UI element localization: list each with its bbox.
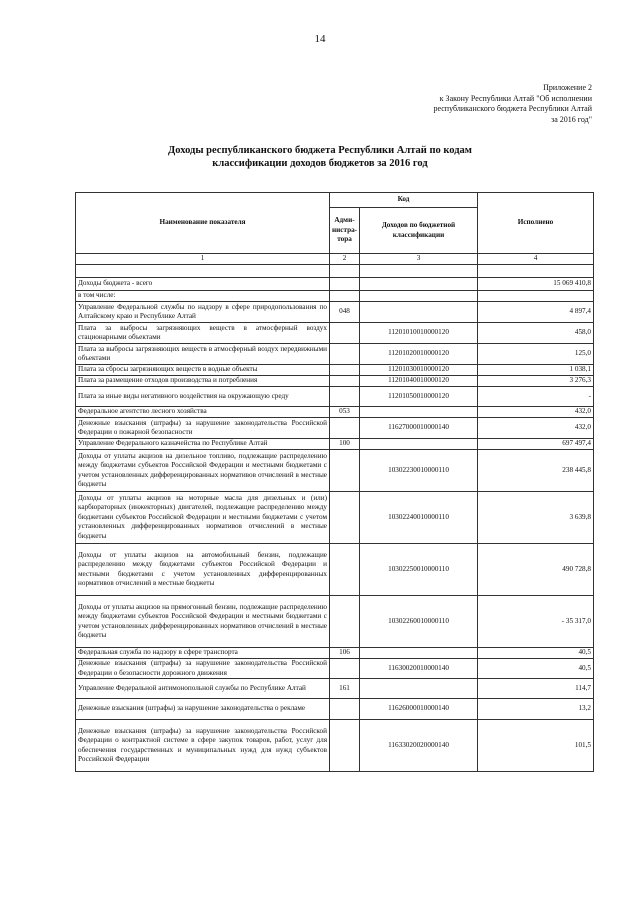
row-value: 432,0: [478, 407, 594, 418]
column-number: 4: [478, 254, 594, 265]
row-name: Федеральное агентство лесного хозяйства: [76, 407, 330, 418]
row-budget-code: 11201030010000120: [360, 365, 478, 376]
row-admin-code: [330, 596, 360, 648]
row-budget-code: 10302230010000110: [360, 450, 478, 492]
row-admin-code: [330, 365, 360, 376]
row-value: - 35 317,0: [478, 596, 594, 648]
row-budget-code: 11201010010000120: [360, 323, 478, 344]
row-name: Денежные взыскания (штрафы) за нарушение законодательства Российской Федерации о контрактной системе в сфере закупок товаров, работ, услуг для обеспечения государственных и муниципальных нужд для нужд субъектов Российской Федерации: [76, 720, 330, 772]
header-name: Наименование показателя: [76, 193, 330, 254]
row-admin-code: 161: [330, 679, 360, 699]
row-admin-code: [330, 492, 360, 544]
row-admin-code: 048: [330, 302, 360, 323]
row-value: 15 069 410,8: [478, 278, 594, 291]
row-admin-code: [330, 659, 360, 679]
row-name: в том числе:: [76, 291, 330, 302]
row-budget-code: 11201020010000120: [360, 344, 478, 365]
row-admin-code: [330, 323, 360, 344]
table-row: [76, 648, 594, 659]
row-budget-code: 11630020010000140: [360, 659, 478, 679]
table-row: [76, 659, 594, 679]
row-name: Управление Федеральной службы по надзору в сфере природопользования по Алтайскому краю и Республике Алтай: [76, 302, 330, 323]
row-name: Управление Федерального казначейства по Республике Алтай: [76, 439, 330, 450]
row-name: Денежные взыскания (штрафы) за нарушение законодательства Российской Федерации о безопасности дорожного движения: [76, 659, 330, 679]
empty-row: [76, 265, 594, 278]
row-admin-code: [330, 418, 360, 439]
row-budget-code: [360, 648, 478, 659]
row-name: Денежные взыскания (штрафы) за нарушение законодательства о рекламе: [76, 699, 330, 720]
row-admin-code: 100: [330, 439, 360, 450]
row-name: Доходы от уплаты акцизов на прямогонный бензин, подлежащие распределению между бюджетами субъектов Российской Федерации и местными бюджетами с учетом установленных дифференцированных нормативов отчислений в местные бюджеты: [76, 596, 330, 648]
row-admin-code: [330, 278, 360, 291]
table-row: [76, 365, 594, 376]
row-value: 3 639,8: [478, 492, 594, 544]
appendix-line: за 2016 год": [551, 114, 592, 124]
row-value: -: [478, 387, 594, 407]
table-row: [76, 492, 594, 544]
header-code: Код: [330, 193, 478, 208]
row-name: Плата за выбросы загрязняющих веществ в атмосферный воздух стационарными объектами: [76, 323, 330, 344]
table-row: [76, 387, 594, 407]
appendix-note: [332, 83, 592, 125]
row-value: 238 445,8: [478, 450, 594, 492]
row-admin-code: [330, 376, 360, 387]
document-title: [0, 144, 640, 170]
row-budget-code: [360, 439, 478, 450]
header-execution: Исполнено: [478, 193, 594, 254]
table-row: [76, 596, 594, 648]
column-number: 1: [76, 254, 330, 265]
row-value: 3 276,3: [478, 376, 594, 387]
row-name: Плата за выбросы загрязняющих веществ в атмосферный воздух передвижными объектами: [76, 344, 330, 365]
row-admin-code: [330, 344, 360, 365]
appendix-line: к Закону Республики Алтай "Об исполнении: [439, 93, 592, 103]
row-budget-code: 10302240010000110: [360, 492, 478, 544]
row-budget-code: 11627000010000140: [360, 418, 478, 439]
row-admin-code: [330, 544, 360, 596]
table-row: [76, 544, 594, 596]
title-line: Доходы республиканского бюджета Республики Алтай по кодам: [168, 145, 472, 156]
table-row: [76, 407, 594, 418]
table-row: [76, 291, 594, 302]
row-value: 125,0: [478, 344, 594, 365]
row-budget-code: [360, 278, 478, 291]
row-budget-code: 11201050010000120: [360, 387, 478, 407]
table-row: [76, 278, 594, 291]
row-budget-code: 10302260010000110: [360, 596, 478, 648]
row-name: Плата за сбросы загрязняющих веществ в водные объекты: [76, 365, 330, 376]
row-value: 1 038,1: [478, 365, 594, 376]
page-number: 14: [314, 33, 326, 45]
row-budget-code: 10302250010000110: [360, 544, 478, 596]
table-row: [76, 418, 594, 439]
appendix-line: республиканского бюджета Республики Алтай: [433, 104, 592, 113]
row-value: 697 497,4: [478, 439, 594, 450]
row-value: 114,7: [478, 679, 594, 699]
row-name: Доходы от уплаты акцизов на автомобильный бензин, подлежащие распределению между бюджетами субъектов Российской Федерации и местными бюджетами с учетом установленных дифференцированных нормативов отчислений в местные бюджеты: [76, 544, 330, 596]
row-value: 40,5: [478, 648, 594, 659]
table-row: [76, 323, 594, 344]
row-name: Доходы от уплаты акцизов на дизельное топливо, подлежащие распределению между бюджетами субъектов Российской Федерации и местными бюджетами с учетом установленных дифференцированных нормативов отчислений в местные бюджеты: [76, 450, 330, 492]
row-admin-code: [330, 291, 360, 302]
row-budget-code: [360, 302, 478, 323]
title-line: классификации доходов бюджетов за 2016 год: [212, 158, 428, 169]
column-number: 3: [360, 254, 478, 265]
appendix-line: Приложение 2: [543, 83, 592, 92]
table-row: [76, 699, 594, 720]
column-number: 2: [330, 254, 360, 265]
row-admin-code: [330, 450, 360, 492]
table-body: [76, 278, 594, 772]
row-budget-code: [360, 679, 478, 699]
row-admin-code: 053: [330, 407, 360, 418]
table-row: [76, 450, 594, 492]
row-budget-code: 11633020020000140: [360, 720, 478, 772]
row-value: 4 897,4: [478, 302, 594, 323]
row-name: Управление Федеральной антимонопольной службы по Республике Алтай: [76, 679, 330, 699]
table-row: [76, 302, 594, 323]
row-value: 458,0: [478, 323, 594, 344]
row-value: [478, 291, 594, 302]
row-admin-code: [330, 387, 360, 407]
row-name: Доходы бюджета - всего: [76, 278, 330, 291]
table-row: [76, 376, 594, 387]
row-budget-code: 11626000010000140: [360, 699, 478, 720]
row-admin-code: [330, 699, 360, 720]
row-value: 101,5: [478, 720, 594, 772]
row-value: 13,2: [478, 699, 594, 720]
row-name: Плата за иные виды негативного воздействия на окружающую среду: [76, 387, 330, 407]
row-value: 490 728,8: [478, 544, 594, 596]
row-name: Федеральная служба по надзору в сфере транспорта: [76, 648, 330, 659]
table-row: [76, 679, 594, 699]
row-budget-code: [360, 407, 478, 418]
row-value: 432,0: [478, 418, 594, 439]
row-name: Плата за размещение отходов производства и потребления: [76, 376, 330, 387]
table-row: [76, 439, 594, 450]
row-value: 40,5: [478, 659, 594, 679]
header-budget-code: Доходов по бюджетной классификации: [360, 208, 478, 254]
header-admin: Адми-нистра-тора: [330, 208, 360, 254]
table-row: [76, 720, 594, 772]
table-row: [76, 344, 594, 365]
row-budget-code: 11201040010000120: [360, 376, 478, 387]
row-admin-code: 106: [330, 648, 360, 659]
revenue-table: [75, 192, 594, 772]
row-name: Денежные взыскания (штрафы) за нарушение законодательства Российской Федерации о пожарной безопасности: [76, 418, 330, 439]
row-name: Доходы от уплаты акцизов на моторные масла для дизельных и (или) карбюраторных (инжекторных) двигателей, подлежащие распределению между бюджетами субъектов Российской Федерации и местными бюджетами с учетом установленных дифференцированных нормативов отчислений в местные бюджеты: [76, 492, 330, 544]
row-admin-code: [330, 720, 360, 772]
row-budget-code: [360, 291, 478, 302]
